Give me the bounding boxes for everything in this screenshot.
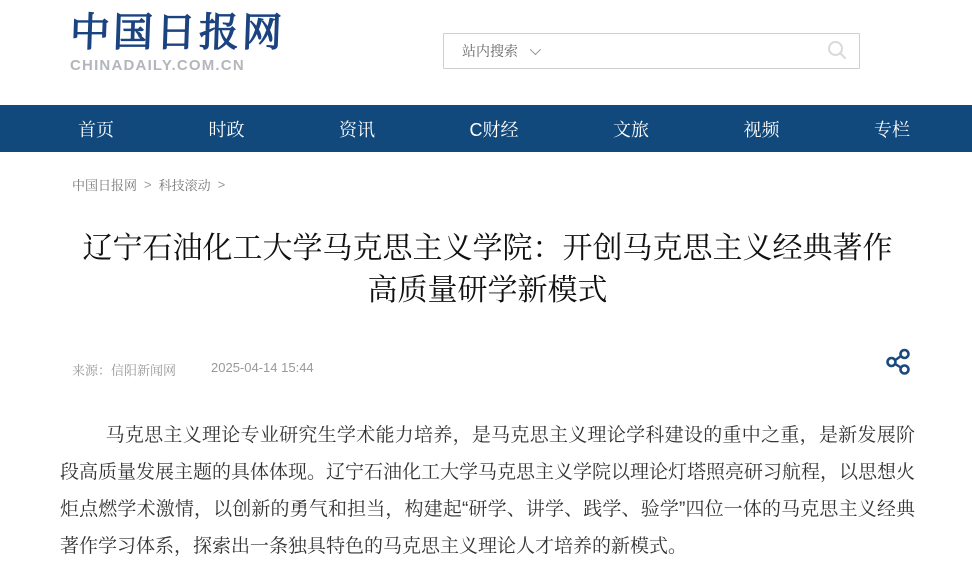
article-title: 辽宁石油化工大学马克思主义学院：开创马克思主义经典著作高质量研学新模式 (82, 232, 893, 307)
article-datetime: 2025-04-14 15:44 (211, 359, 314, 375)
search-button[interactable] (815, 34, 859, 68)
article-paragraph: 马克思主义理论专业研究生学术能力培养，是马克思主义理论学科建设的重中之重，是新发展阶段高质量发展主题的具体体现。辽宁石油化工大学马克思主义学院以理论灯塔照亮研习航程，以思想火炬点燃学术激情，以创新的勇气和担当，构建起“研学、讲学、践学、验学”四位一体的马克思主义经典著作学习体系，探索出一条独具特色的马克思主义理论人才培养的新模式。 (60, 425, 916, 557)
logo-domain-text: CHINADAILY.COM.CN (70, 57, 245, 74)
chinadaily-logo[interactable] (70, 10, 285, 74)
article-body (60, 417, 915, 565)
main-nav (0, 105, 972, 152)
search-icon (826, 39, 848, 64)
logo-chinese-text: 中国日报网 (69, 10, 286, 56)
nav-item-columns[interactable]: 专栏 (874, 119, 910, 140)
breadcrumb-separator: > (217, 177, 226, 192)
article-meta (60, 354, 915, 384)
share-button[interactable] (883, 348, 913, 378)
breadcrumb-separator: > (144, 177, 152, 192)
nav-item-culture-travel[interactable]: 文旅 (613, 119, 649, 140)
site-header (0, 0, 972, 105)
article-source: 来源：信阳新闻网 (72, 362, 177, 378)
share-icon (885, 348, 912, 378)
site-search-box (443, 33, 860, 69)
article-meta-left (60, 360, 314, 379)
nav-item-news[interactable]: 资讯 (339, 119, 375, 140)
search-scope-dropdown[interactable] (444, 41, 538, 61)
search-input[interactable] (538, 34, 815, 68)
article (60, 228, 915, 565)
nav-item-politics[interactable]: 时政 (208, 119, 245, 140)
nav-item-finance[interactable]: C财经 (469, 119, 519, 140)
search-scope-label: 站内搜索 (462, 43, 518, 59)
breadcrumb (72, 175, 225, 194)
nav-item-home[interactable]: 首页 (78, 119, 114, 140)
breadcrumb-site[interactable]: 中国日报网 (72, 178, 138, 193)
breadcrumb-section[interactable]: 科技滚动 (158, 178, 211, 193)
nav-item-video[interactable]: 视频 (743, 119, 780, 140)
